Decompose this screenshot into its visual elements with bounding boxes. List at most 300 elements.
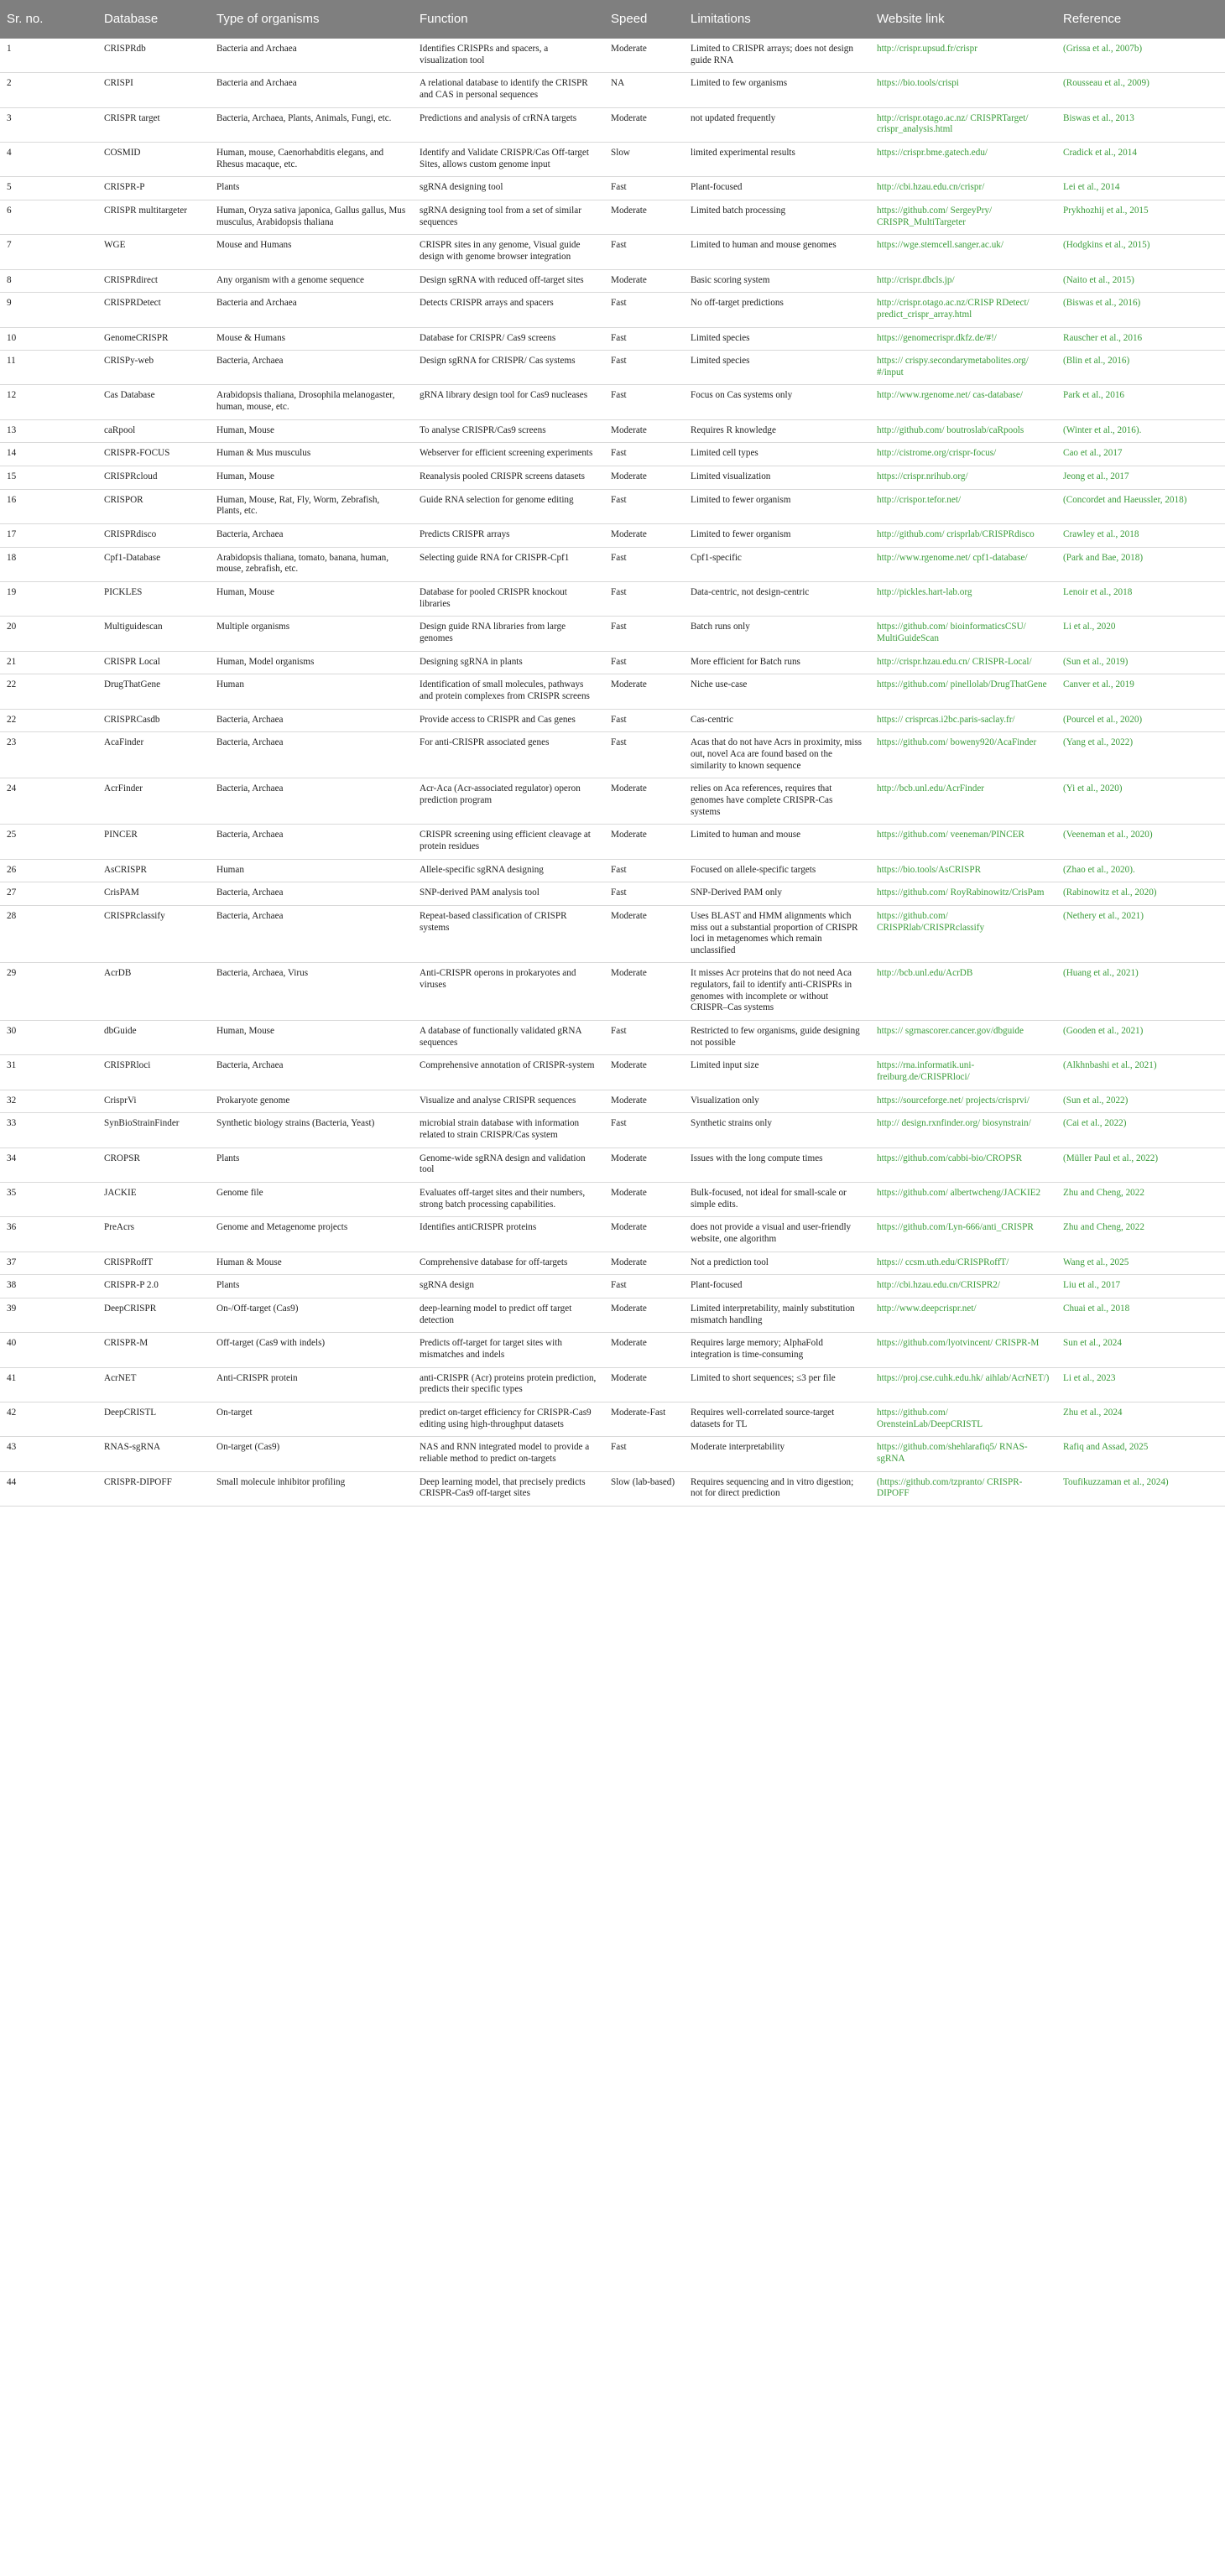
- limitations-cell: Limited species: [684, 327, 870, 351]
- limitations-cell: Limited visualization: [684, 466, 870, 490]
- website-link[interactable]: https:// crisprcas.i2bc.paris-saclay.fr/: [870, 709, 1056, 732]
- sr-no-cell: 13: [0, 419, 97, 443]
- function-cell: NAS and RNN integrated model to provide a reliable method to predict on-targets: [413, 1437, 604, 1471]
- website-link[interactable]: (https://github.com/tzpranto/ CRISPR-DIPOFF: [870, 1471, 1056, 1506]
- sr-no-cell: 20: [0, 617, 97, 651]
- speed-cell: Moderate: [604, 778, 684, 825]
- sr-no-cell: 19: [0, 582, 97, 617]
- speed-cell: Moderate: [604, 1333, 684, 1367]
- organisms-cell: On-/Off-target (Cas9): [210, 1298, 413, 1332]
- limitations-cell: Restricted to few organisms, guide designing not possible: [684, 1021, 870, 1055]
- reference-link[interactable]: Zhu and Cheng, 2022: [1056, 1183, 1225, 1217]
- website-link[interactable]: http:// design.rxnfinder.org/ biosynstrain/: [870, 1113, 1056, 1147]
- website-link[interactable]: http://github.com/ boutroslab/caRpools: [870, 419, 1056, 443]
- function-cell: Genome-wide sgRNA design and validation tool: [413, 1147, 604, 1182]
- speed-cell: Fast: [604, 547, 684, 581]
- sr-no-cell: 6: [0, 200, 97, 234]
- function-cell: Webserver for efficient screening experiments: [413, 443, 604, 466]
- website-link[interactable]: http://crispr.otago.ac.nz/ CRISPRTarget/ crispr_analysis.html: [870, 107, 1056, 142]
- table-row: [0, 825, 1225, 859]
- function-cell: Visualize and analyse CRISPR sequences: [413, 1090, 604, 1113]
- database-cell: DrugThatGene: [97, 674, 210, 709]
- organisms-cell: Any organism with a genome sequence: [210, 269, 413, 293]
- reference-link[interactable]: (Nethery et al., 2021): [1056, 905, 1225, 963]
- function-cell: sgRNA design: [413, 1275, 604, 1298]
- website-link[interactable]: http://github.com/ crisprlab/CRISPRdisco: [870, 524, 1056, 548]
- reference-link[interactable]: Chuai et al., 2018: [1056, 1298, 1225, 1332]
- website-link[interactable]: https://github.com/ bioinformaticsCSU/ MultiGuideScan: [870, 617, 1056, 651]
- table-row: [0, 1402, 1225, 1436]
- organisms-cell: Bacteria, Archaea: [210, 1055, 413, 1090]
- database-cell: CRISPR-DIPOFF: [97, 1471, 210, 1506]
- table-row: [0, 73, 1225, 107]
- reference-link[interactable]: Rauscher et al., 2016: [1056, 327, 1225, 351]
- reference-link[interactable]: Lei et al., 2014: [1056, 177, 1225, 200]
- speed-cell: Fast: [604, 1275, 684, 1298]
- table-row: [0, 1217, 1225, 1252]
- limitations-cell: Limited to short sequences; ≤3 per file: [684, 1367, 870, 1402]
- speed-cell: Fast: [604, 489, 684, 523]
- table-row: [0, 524, 1225, 548]
- speed-cell: Fast: [604, 327, 684, 351]
- speed-cell: Moderate: [604, 466, 684, 490]
- reference-link[interactable]: (Rabinowitz et al., 2020): [1056, 882, 1225, 906]
- speed-cell: Moderate: [604, 905, 684, 963]
- speed-cell: Fast: [604, 732, 684, 778]
- table-row: [0, 859, 1225, 882]
- database-cell: CRISPR-P 2.0: [97, 1275, 210, 1298]
- function-cell: anti-CRISPR (Acr) proteins protein prediction, predicts their specific types: [413, 1367, 604, 1402]
- reference-link[interactable]: Lenoir et al., 2018: [1056, 582, 1225, 617]
- database-cell: CRISPRCasdb: [97, 709, 210, 732]
- database-cell: CRISPOR: [97, 489, 210, 523]
- database-cell: GenomeCRISPR: [97, 327, 210, 351]
- table-row: [0, 327, 1225, 351]
- database-cell: CrisprVi: [97, 1090, 210, 1113]
- organisms-cell: Bacteria, Archaea: [210, 905, 413, 963]
- website-link[interactable]: https://rna.informatik.uni-freiburg.de/CRISPRloci/: [870, 1055, 1056, 1090]
- function-cell: Database for CRISPR/ Cas9 screens: [413, 327, 604, 351]
- table-row: [0, 1147, 1225, 1182]
- function-cell: Acr-Aca (Acr-associated regulator) operon prediction program: [413, 778, 604, 825]
- reference-link[interactable]: Jeong et al., 2017: [1056, 466, 1225, 490]
- table-row: [0, 1437, 1225, 1471]
- table-row: [0, 142, 1225, 176]
- reference-link[interactable]: (Pourcel et al., 2020): [1056, 709, 1225, 732]
- function-cell: Predictions and analysis of crRNA targets: [413, 107, 604, 142]
- table-row: [0, 709, 1225, 732]
- limitations-cell: Requires large memory; AlphaFold integration is time-consuming: [684, 1333, 870, 1367]
- limitations-cell: Limited interpretability, mainly substitution mismatch handling: [684, 1298, 870, 1332]
- function-cell: CRISPR screening using efficient cleavage at protein residues: [413, 825, 604, 859]
- header-row: [0, 0, 1225, 39]
- organisms-cell: Bacteria and Archaea: [210, 293, 413, 327]
- function-cell: SNP-derived PAM analysis tool: [413, 882, 604, 906]
- function-cell: Comprehensive annotation of CRISPR-system: [413, 1055, 604, 1090]
- organisms-cell: Human, mouse, Caenorhabditis elegans, and Rhesus macaque, etc.: [210, 142, 413, 176]
- organisms-cell: Off-target (Cas9 with indels): [210, 1333, 413, 1367]
- organisms-cell: Bacteria, Archaea, Plants, Animals, Fungi, etc.: [210, 107, 413, 142]
- limitations-cell: Limited to fewer organism: [684, 524, 870, 548]
- reference-link[interactable]: Crawley et al., 2018: [1056, 524, 1225, 548]
- website-link[interactable]: https://crispr.nrihub.org/: [870, 466, 1056, 490]
- table-row: [0, 177, 1225, 200]
- table-row: [0, 443, 1225, 466]
- speed-cell: Moderate: [604, 1147, 684, 1182]
- reference-link[interactable]: (Alkhnbashi et al., 2021): [1056, 1055, 1225, 1090]
- limitations-cell: Limited to CRISPR arrays; does not design guide RNA: [684, 39, 870, 73]
- limitations-cell: Issues with the long compute times: [684, 1147, 870, 1182]
- speed-cell: Fast: [604, 1437, 684, 1471]
- website-link[interactable]: https://github.com/ CRISPRlab/CRISPRclassify: [870, 905, 1056, 963]
- table-row: [0, 351, 1225, 385]
- database-cell: caRpool: [97, 419, 210, 443]
- reference-link[interactable]: (Sun et al., 2019): [1056, 651, 1225, 674]
- limitations-cell: It misses Acr proteins that do not need Aca regulators, fail to identify anti-CRISPRs in genomes with incomplete or without CRISPR–Cas systems: [684, 963, 870, 1021]
- reference-link[interactable]: (Winter et al., 2016).: [1056, 419, 1225, 443]
- limitations-cell: Acas that do not have Acrs in proximity, miss out, novel Aca are found based on the similarity to known sequence: [684, 732, 870, 778]
- reference-link[interactable]: (Yi et al., 2020): [1056, 778, 1225, 825]
- website-link[interactable]: https:// crispy.secondarymetabolites.org/ #/input: [870, 351, 1056, 385]
- reference-link[interactable]: Li et al., 2020: [1056, 617, 1225, 651]
- database-cell: DeepCRISPR: [97, 1298, 210, 1332]
- sr-no-cell: 17: [0, 524, 97, 548]
- speed-cell: Fast: [604, 582, 684, 617]
- table-row: [0, 489, 1225, 523]
- database-cell: COSMID: [97, 142, 210, 176]
- reference-link[interactable]: (Hodgkins et al., 2015): [1056, 235, 1225, 269]
- function-cell: Comprehensive database for off-targets: [413, 1252, 604, 1275]
- function-cell: Identifies antiCRISPR proteins: [413, 1217, 604, 1252]
- website-link[interactable]: http://crispr.dbcls.jp/: [870, 269, 1056, 293]
- sr-no-cell: 26: [0, 859, 97, 882]
- organisms-cell: Arabidopsis thaliana, tomato, banana, human, mouse, zebrafish, etc.: [210, 547, 413, 581]
- header-website-link: Website link: [870, 0, 1056, 39]
- function-cell: Design sgRNA with reduced off-target sites: [413, 269, 604, 293]
- reference-link[interactable]: Biswas et al., 2013: [1056, 107, 1225, 142]
- organisms-cell: Anti-CRISPR protein: [210, 1367, 413, 1402]
- reference-link[interactable]: (Grissa et al., 2007b): [1056, 39, 1225, 73]
- website-link[interactable]: http://cbi.hzau.edu.cn/CRISPR2/: [870, 1275, 1056, 1298]
- limitations-cell: Batch runs only: [684, 617, 870, 651]
- website-link[interactable]: https://github.com/ SergeyPry/ CRISPR_MultiTargeter: [870, 200, 1056, 234]
- website-link[interactable]: https://bio.tools/AsCRISPR: [870, 859, 1056, 882]
- website-link[interactable]: http://pickles.hart-lab.org: [870, 582, 1056, 617]
- organisms-cell: Human: [210, 859, 413, 882]
- sr-no-cell: 36: [0, 1217, 97, 1252]
- function-cell: A database of functionally validated gRNA sequences: [413, 1021, 604, 1055]
- website-link[interactable]: https://github.com/ boweny920/AcaFinder: [870, 732, 1056, 778]
- sr-no-cell: 33: [0, 1113, 97, 1147]
- limitations-cell: Limited to few organisms: [684, 73, 870, 107]
- function-cell: predict on-target efficiency for CRISPR-Cas9 editing using high-throughput datasets: [413, 1402, 604, 1436]
- website-link[interactable]: https://sourceforge.net/ projects/crisprvi/: [870, 1090, 1056, 1113]
- speed-cell: Moderate: [604, 963, 684, 1021]
- speed-cell: Fast: [604, 882, 684, 906]
- database-cell: SynBioStrainFinder: [97, 1113, 210, 1147]
- organisms-cell: Bacteria, Archaea: [210, 882, 413, 906]
- website-link[interactable]: https://github.com/ albertwcheng/JACKIE2: [870, 1183, 1056, 1217]
- database-cell: CRISPR Local: [97, 651, 210, 674]
- website-link[interactable]: http://www.deepcrispr.net/: [870, 1298, 1056, 1332]
- table-row: [0, 385, 1225, 419]
- sr-no-cell: 34: [0, 1147, 97, 1182]
- website-link[interactable]: https://github.com/ RoyRabinowitz/CrisPam: [870, 882, 1056, 906]
- website-link[interactable]: https://wge.stemcell.sanger.ac.uk/: [870, 235, 1056, 269]
- function-cell: Repeat-based classification of CRISPR systems: [413, 905, 604, 963]
- table-row: [0, 1367, 1225, 1402]
- speed-cell: Moderate: [604, 39, 684, 73]
- table-row: [0, 235, 1225, 269]
- function-cell: Provide access to CRISPR and Cas genes: [413, 709, 604, 732]
- sr-no-cell: 25: [0, 825, 97, 859]
- database-cell: CROPSR: [97, 1147, 210, 1182]
- sr-no-cell: 16: [0, 489, 97, 523]
- organisms-cell: Plants: [210, 1147, 413, 1182]
- speed-cell: Moderate: [604, 825, 684, 859]
- database-cell: CRISPRoffT: [97, 1252, 210, 1275]
- limitations-cell: Synthetic strains only: [684, 1113, 870, 1147]
- organisms-cell: Bacteria, Archaea: [210, 732, 413, 778]
- speed-cell: Moderate: [604, 419, 684, 443]
- reference-link[interactable]: (Sun et al., 2022): [1056, 1090, 1225, 1113]
- website-link[interactable]: http://crispor.tefor.net/: [870, 489, 1056, 523]
- function-cell: Predicts off-target for target sites with mismatches and indels: [413, 1333, 604, 1367]
- sr-no-cell: 15: [0, 466, 97, 490]
- database-cell: CRISPI: [97, 73, 210, 107]
- reference-link[interactable]: (Rousseau et al., 2009): [1056, 73, 1225, 107]
- limitations-cell: does not provide a visual and user-friendly website, one algorithm: [684, 1217, 870, 1252]
- limitations-cell: Limited species: [684, 351, 870, 385]
- website-link[interactable]: https://github.com/ pinellolab/DrugThatGene: [870, 674, 1056, 709]
- speed-cell: Fast: [604, 709, 684, 732]
- table-row: [0, 39, 1225, 73]
- function-cell: Database for pooled CRISPR knockout libraries: [413, 582, 604, 617]
- database-cell: CRISPy-web: [97, 351, 210, 385]
- sr-no-cell: 14: [0, 443, 97, 466]
- website-link[interactable]: https://github.com/cabbi-bio/CROPSR: [870, 1147, 1056, 1182]
- organisms-cell: Human & Mouse: [210, 1252, 413, 1275]
- sr-no-cell: 32: [0, 1090, 97, 1113]
- database-cell: CRISPR-M: [97, 1333, 210, 1367]
- organisms-cell: Bacteria, Archaea: [210, 709, 413, 732]
- website-link[interactable]: http://www.rgenome.net/ cas-database/: [870, 385, 1056, 419]
- reference-link[interactable]: (Cai et al., 2022): [1056, 1113, 1225, 1147]
- website-link[interactable]: http://cbi.hzau.edu.cn/crispr/: [870, 177, 1056, 200]
- speed-cell: Moderate: [604, 1055, 684, 1090]
- reference-link[interactable]: (Veeneman et al., 2020): [1056, 825, 1225, 859]
- reference-link[interactable]: (Blin et al., 2016): [1056, 351, 1225, 385]
- function-cell: microbial strain database with information related to strain CRISPR/Cas system: [413, 1113, 604, 1147]
- database-cell: AsCRISPR: [97, 859, 210, 882]
- limitations-cell: SNP-Derived PAM only: [684, 882, 870, 906]
- organisms-cell: Human, Oryza sativa japonica, Gallus gallus, Mus musculus, Arabidopsis thaliana: [210, 200, 413, 234]
- database-cell: WGE: [97, 235, 210, 269]
- database-cell: Cas Database: [97, 385, 210, 419]
- website-link[interactable]: http://crispr.upsud.fr/crispr: [870, 39, 1056, 73]
- website-link[interactable]: https://github.com/Lyn-666/anti_CRISPR: [870, 1217, 1056, 1252]
- limitations-cell: not updated frequently: [684, 107, 870, 142]
- table-row: [0, 1055, 1225, 1090]
- function-cell: CRISPR sites in any genome, Visual guide design with genome browser integration: [413, 235, 604, 269]
- database-cell: CRISPRcloud: [97, 466, 210, 490]
- speed-cell: Fast: [604, 617, 684, 651]
- function-cell: To analyse CRISPR/Cas9 screens: [413, 419, 604, 443]
- database-cell: PICKLES: [97, 582, 210, 617]
- limitations-cell: Basic scoring system: [684, 269, 870, 293]
- limitations-cell: Uses BLAST and HMM alignments which miss out a substantial proportion of CRISPR loci in metagenomes which remain unclassified: [684, 905, 870, 963]
- website-link[interactable]: http://www.rgenome.net/ cpf1-database/: [870, 547, 1056, 581]
- reference-link[interactable]: (Gooden et al., 2021): [1056, 1021, 1225, 1055]
- table-row: [0, 1471, 1225, 1506]
- reference-link[interactable]: (Park and Bae, 2018): [1056, 547, 1225, 581]
- function-cell: Identify and Validate CRISPR/Cas Off-target Sites, allows custom genome input: [413, 142, 604, 176]
- limitations-cell: Niche use-case: [684, 674, 870, 709]
- website-link[interactable]: https:// ccsm.uth.edu/CRISPRoffT/: [870, 1252, 1056, 1275]
- function-cell: Identifies CRISPRs and spacers, a visualization tool: [413, 39, 604, 73]
- website-link[interactable]: https://github.com/shehlarafiq5/ RNAS-sgRNA: [870, 1437, 1056, 1471]
- function-cell: Anti-CRISPR operons in prokaryotes and viruses: [413, 963, 604, 1021]
- reference-link[interactable]: Zhu et al., 2024: [1056, 1402, 1225, 1436]
- sr-no-cell: 41: [0, 1367, 97, 1402]
- limitations-cell: Requires well-correlated source-target datasets for TL: [684, 1402, 870, 1436]
- website-link[interactable]: http://crispr.hzau.edu.cn/ CRISPR-Local/: [870, 651, 1056, 674]
- organisms-cell: Mouse and Humans: [210, 235, 413, 269]
- reference-link[interactable]: (Yang et al., 2022): [1056, 732, 1225, 778]
- organisms-cell: On-target (Cas9): [210, 1437, 413, 1471]
- header-database: Database: [97, 0, 210, 39]
- organisms-cell: Genome file: [210, 1183, 413, 1217]
- header-reference: Reference: [1056, 0, 1225, 39]
- organisms-cell: Human, Model organisms: [210, 651, 413, 674]
- speed-cell: Moderate: [604, 1217, 684, 1252]
- organisms-cell: Mouse & Humans: [210, 327, 413, 351]
- table-row: [0, 1333, 1225, 1367]
- reference-link[interactable]: (Naito et al., 2015): [1056, 269, 1225, 293]
- sr-no-cell: 1: [0, 39, 97, 73]
- database-cell: CRISPR-FOCUS: [97, 443, 210, 466]
- reference-link[interactable]: Prykhozhij et al., 2015: [1056, 200, 1225, 234]
- header-type-of-organisms: Type of organisms: [210, 0, 413, 39]
- table-row: [0, 617, 1225, 651]
- website-link[interactable]: http://cistrome.org/crispr-focus/: [870, 443, 1056, 466]
- header-sr-no: Sr. no.: [0, 0, 97, 39]
- sr-no-cell: 44: [0, 1471, 97, 1506]
- website-link[interactable]: https://github.com/ OrensteinLab/DeepCRISTL: [870, 1402, 1056, 1436]
- database-cell: CRISPR target: [97, 107, 210, 142]
- database-cell: AcrFinder: [97, 778, 210, 825]
- database-cell: AcaFinder: [97, 732, 210, 778]
- reference-link[interactable]: (Müller Paul et al., 2022): [1056, 1147, 1225, 1182]
- table-row: [0, 466, 1225, 490]
- speed-cell: Moderate: [604, 1298, 684, 1332]
- website-link[interactable]: https://proj.cse.cuhk.edu.hk/ aihlab/AcrNET/): [870, 1367, 1056, 1402]
- speed-cell: Fast: [604, 651, 684, 674]
- organisms-cell: Small molecule inhibitor profiling: [210, 1471, 413, 1506]
- table-row: [0, 419, 1225, 443]
- organisms-cell: Plants: [210, 177, 413, 200]
- organisms-cell: Human, Mouse: [210, 419, 413, 443]
- sr-no-cell: 9: [0, 293, 97, 327]
- organisms-cell: Bacteria, Archaea: [210, 351, 413, 385]
- reference-link[interactable]: Cao et al., 2017: [1056, 443, 1225, 466]
- sr-no-cell: 3: [0, 107, 97, 142]
- reference-link[interactable]: Wang et al., 2025: [1056, 1252, 1225, 1275]
- reference-link[interactable]: Toufikuzzaman et al., 2024): [1056, 1471, 1225, 1506]
- reference-link[interactable]: Sun et al., 2024: [1056, 1333, 1225, 1367]
- limitations-cell: Data-centric, not design-centric: [684, 582, 870, 617]
- speed-cell: Fast: [604, 1021, 684, 1055]
- reference-link[interactable]: (Zhao et al., 2020).: [1056, 859, 1225, 882]
- organisms-cell: Human: [210, 674, 413, 709]
- website-link[interactable]: https://github.com/ veeneman/PINCER: [870, 825, 1056, 859]
- sr-no-cell: 7: [0, 235, 97, 269]
- reference-link[interactable]: (Biswas et al., 2016): [1056, 293, 1225, 327]
- database-cell: JACKIE: [97, 1183, 210, 1217]
- website-link[interactable]: https://github.com/lyotvincent/ CRISPR-M: [870, 1333, 1056, 1367]
- sr-no-cell: 12: [0, 385, 97, 419]
- website-link[interactable]: https://bio.tools/crispi: [870, 73, 1056, 107]
- table-row: [0, 107, 1225, 142]
- reference-link[interactable]: Liu et al., 2017: [1056, 1275, 1225, 1298]
- function-cell: Selecting guide RNA for CRISPR-Cpf1: [413, 547, 604, 581]
- table-row: [0, 905, 1225, 963]
- database-cell: PINCER: [97, 825, 210, 859]
- database-cell: CRISPRclassify: [97, 905, 210, 963]
- organisms-cell: Prokaryote genome: [210, 1090, 413, 1113]
- reference-link[interactable]: Canver et al., 2019: [1056, 674, 1225, 709]
- speed-cell: Slow: [604, 142, 684, 176]
- table-row: [0, 882, 1225, 906]
- speed-cell: Moderate: [604, 524, 684, 548]
- header-function: Function: [413, 0, 604, 39]
- reference-link[interactable]: Rafiq and Assad, 2025: [1056, 1437, 1225, 1471]
- reference-link[interactable]: Cradick et al., 2014: [1056, 142, 1225, 176]
- reference-link[interactable]: (Huang et al., 2021): [1056, 963, 1225, 1021]
- function-cell: Evaluates off-target sites and their numbers, strong batch processing capabilities.: [413, 1183, 604, 1217]
- organisms-cell: Bacteria, Archaea: [210, 825, 413, 859]
- header-speed: Speed: [604, 0, 684, 39]
- reference-link[interactable]: (Concordet and Haeussler, 2018): [1056, 489, 1225, 523]
- website-link[interactable]: https:// sgrnascorer.cancer.gov/dbguide: [870, 1021, 1056, 1055]
- speed-cell: Moderate: [604, 1090, 684, 1113]
- database-cell: CRISPRdisco: [97, 524, 210, 548]
- speed-cell: Moderate: [604, 107, 684, 142]
- function-cell: A relational database to identify the CRISPR and CAS in personal sequences: [413, 73, 604, 107]
- reference-link[interactable]: Zhu and Cheng, 2022: [1056, 1217, 1225, 1252]
- table-row: [0, 1090, 1225, 1113]
- organisms-cell: Bacteria and Archaea: [210, 39, 413, 73]
- organisms-cell: Multiple organisms: [210, 617, 413, 651]
- website-link[interactable]: http://crispr.otago.ac.nz/CRISP RDetect/ predict_crispr_array.html: [870, 293, 1056, 327]
- function-cell: Detects CRISPR arrays and spacers: [413, 293, 604, 327]
- speed-cell: Fast: [604, 235, 684, 269]
- reference-link[interactable]: Park et al., 2016: [1056, 385, 1225, 419]
- function-cell: Deep learning model, that precisely predicts CRISPR-Cas9 off-target sites: [413, 1471, 604, 1506]
- table-row: [0, 269, 1225, 293]
- database-cell: DeepCRISTL: [97, 1402, 210, 1436]
- limitations-cell: Limited to human and mouse genomes: [684, 235, 870, 269]
- reference-link[interactable]: Li et al., 2023: [1056, 1367, 1225, 1402]
- website-link[interactable]: http://bcb.unl.edu/AcrDB: [870, 963, 1056, 1021]
- header-limitations: Limitations: [684, 0, 870, 39]
- website-link[interactable]: https://genomecrispr.dkfz.de/#!/: [870, 327, 1056, 351]
- database-cell: CRISPRDetect: [97, 293, 210, 327]
- sr-no-cell: 42: [0, 1402, 97, 1436]
- website-link[interactable]: http://bcb.unl.edu/AcrFinder: [870, 778, 1056, 825]
- website-link[interactable]: https://crispr.bme.gatech.edu/: [870, 142, 1056, 176]
- function-cell: Designing sgRNA in plants: [413, 651, 604, 674]
